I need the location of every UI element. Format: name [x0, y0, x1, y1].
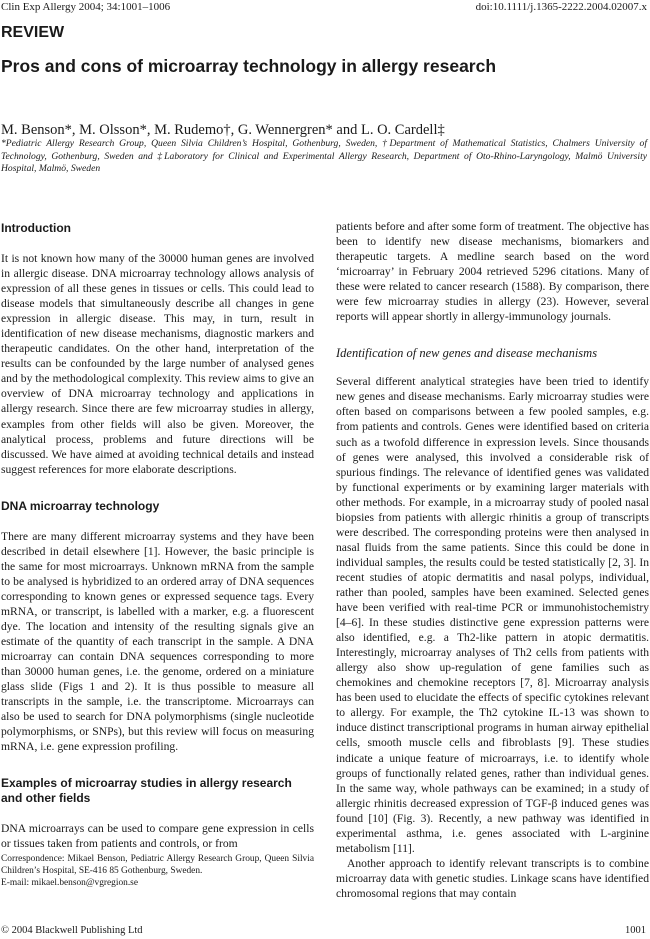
page-footer: [0, 925, 650, 939]
examples-heading: Examples of microarray studies in allergy research and other fields: [1, 776, 292, 806]
correspondence-note: [1, 853, 314, 890]
left-column: [1, 221, 314, 852]
doi: doi:10.1111/j.1365-2222.2004.02007.x: [475, 1, 647, 13]
affiliations: *Pediatric Allergy Research Group, Queen Silvia Children’s Hospital, Gothenburg, Sweden, †Department of Mathematical Statistics, Chalmers University of Technology, Gothenburg, Sweden and ‡Laboratory for Clinical and Experimental Allergy Research, Department of Oto-Rhino-Laryngology, Malmö University Hospital, Malmö, Sweden: [1, 138, 647, 174]
journal-citation: Clin Exp Allergy 2004; 34:1001–1006: [1, 1, 171, 13]
identification-paragraph: Several different analytical strategies have been tried to identify new genes and disease mechanisms. Early microarray studies were often based on comparisons between a few pooled samples, e.g. from patients and controls. Genes were identified based on criteria such as a twofold difference in expression levels. Since thousands of genes were analysed, this involved a considerable risk of spurious findings. The relevance of identified genes was validated by functional experiments or by examining larger materials with other methods. For example, in a microarray study of pooled nasal biopsies from patients with allergic rhinitis a group of transcripts were described. The corresponding proteins were then analysed in nasal fluids from the same patients. Since this could be done in individual samples, the results could be tested statistically [2, 3]. In recent studies of atopic dermatitis and nasal polyps, individual, rather than pooled, samples have been examined. Selected genes have been verified with real-time PCR or immunohistochemistry [4–6]. In these studies distinctive gene expression patterns were also identified, e.g. a Th2-like pattern in atopic dermatitis. Interestingly, microarray analyses of Th2 cells from patients with allergy also show up-regulation of gene families such as chemokines and chemokine receptors [7, 8]. Microarray analysis has been used to elucidate the effects of specific cytokines relevant to allergy. For example, the Th2 cytokine IL-13 was shown to induce distinct transcriptional programs in human airway epithelial cells, smooth muscle cells and fibroblasts [9]. These studies indicate a unique feature of microarrays, i.e. to identify whole groups of functionally related genes, rather than individual genes. In the same way, whole pathways can be examined; in a study of allergic rhinitis decreased expression of TGF-β induced genes was found [10] (Fig. 3). Recently, a new pathway was identified in experimental asthma, i.e. genes associated with L-arginine metabolism [11].: [336, 375, 649, 855]
author-list: M. Benson*, M. Olsson*, M. Rudemo†, G. Wennergren* and L. O. Cardell‡: [1, 122, 445, 138]
identification-heading: Identification of new genes and disease mechanisms: [336, 346, 598, 361]
page-number: 1001: [625, 925, 646, 936]
introduction-heading: Introduction: [1, 221, 71, 235]
dna-microarray-heading: DNA microarray technology: [1, 498, 160, 513]
section-label: REVIEW: [1, 24, 65, 41]
dna-microarray-paragraph: There are many different microarray systems and they have been described in detail elsewhere [1]. However, the basic principle is the same for most microarrays. Unknown mRNA from the sample to be analysed is hybridized to an ordered array of DNA sequences corresponding to known genes or expressed sequence tags. Every mRNA, or transcript, is labelled with a marker, e.g. a fluorescent dye. The location and intensity of the resulting signals give an estimate of the quantity of each transcript in the sample. A DNA microarray can contain DNA sequences corresponding to more than 30000 human genes, i.e. the genome, ordered on a miniature glass slide (Figs 1 and 2). It is thus possible to measure all transcripts in the sample, i.e. the transcriptome. Microarrays can also be used to search for DNA polymorphisms (single nucleotide polymorphisms, or SNPs), but this review will focus on measuring mRNA, i.e. gene expression profiling.: [1, 529, 314, 754]
introduction-paragraph: It is not known how many of the 30000 human genes are involved in allergic disease. DNA microarray technology allows analysis of expression of all these genes in tissues or cells. This could lead to disease models that simultaneously describe all changes in gene expression in allergic disease. This may, in turn, result in identification of new disease mechanisms, diagnostic markers and therapeutic candidates. On the other hand, interpretation of the results can be confounded by the large number of analysed genes and by the methodological complexity. This review aims to give an overview of DNA microarray technology and applications in allergy research. Since there are few microarray studies in allergy, examples from other fields will also be given. Moreover, the analytical process, problems and future directions will be discussed. We have aimed at avoiding technical details and instead suggest references for more elaborate descriptions.: [1, 252, 314, 476]
correspondence-address: Correspondence: Mikael Benson, Pediatric Allergy Research Group, Queen Silvia Children’s Hospital, SE-416 85 Gothenburg, Sweden.: [1, 854, 314, 877]
article-title: Pros and cons of microarray technology in allergy research: [1, 56, 497, 76]
examples-paragraph: DNA microarrays can be used to compare gene expression in cells or tissues taken from patients and controls, or from: [1, 822, 314, 851]
examples-continued-paragraph: patients before and after some form of treatment. The objective has been to identify new disease mechanisms, biomarkers and therapeutic targets. A medline search based on the word ‘microarray’ in February 2004 retrieved 5296 citations. Many of these were related to cancer research (1588). By comparison, there were few microarray studies in allergy (23). However, several reports will appear shortly in allergy-immunology journals.: [336, 220, 649, 324]
copyright: © 2004 Blackwell Publishing Ltd: [1, 925, 143, 936]
linkage-paragraph: Another approach to identify relevant transcripts is to combine microarray data with genetic studies. Linkage scans have identified chromosomal regions that may contain: [336, 856, 649, 900]
running-head: [0, 0, 650, 16]
right-column: [336, 219, 649, 901]
correspondence-email: E-mail: mikael.benson@vgregion.se: [1, 878, 138, 889]
